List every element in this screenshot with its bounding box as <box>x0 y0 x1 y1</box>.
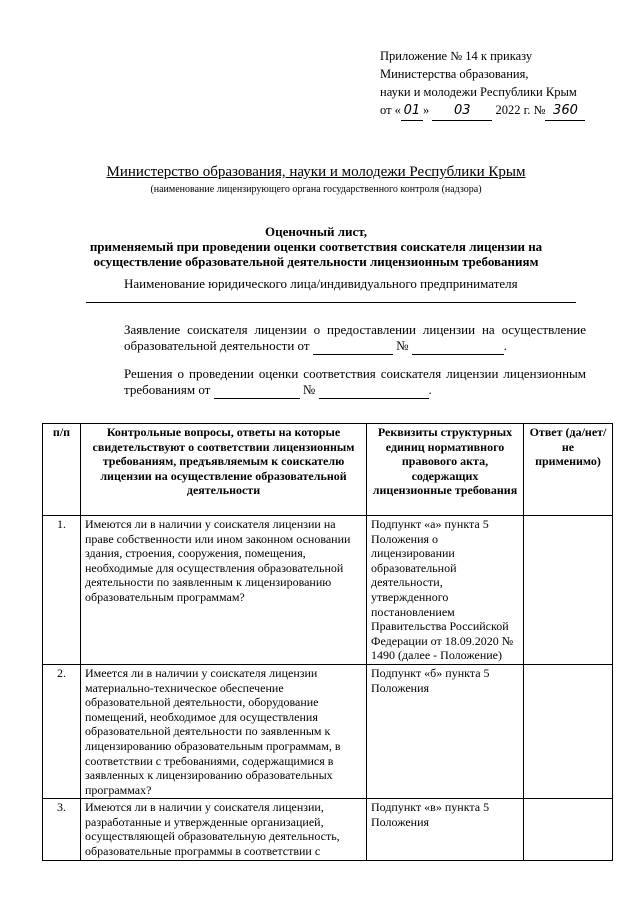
row-question: Имеются ли в наличии у соискателя лицензии, разработанные и утвержденные организацией, осуществляющей образовательную деятельность, образовательные программы в соответствии с <box>81 799 367 860</box>
row-number: 2. <box>43 664 81 798</box>
document-title: Оценочный лист, применяемый при проведении оценки соответствия соискателя лицензии на осуществление образовательной деятельности лицензионным требованиям <box>89 224 543 269</box>
entity-label: Наименование юридического лица/индивидуального предпринимателя <box>124 276 518 291</box>
table-header-row <box>43 424 613 516</box>
row-number: 1. <box>43 516 81 665</box>
row-number: 3. <box>43 799 81 860</box>
appendix-line-1: Приложение № 14 к приказу <box>380 49 533 63</box>
row-question: Имеется ли в наличии у соискателя лицензии материально-техническое обеспечение образовательной деятельности, оборудование помещений, необходимое для осуществления образовательной деятельности по заявленным к лицензированию образовательным программам, в соответствии с требованиями, содержащимися в заявленных к лицензированию образовательных программах? <box>81 664 367 798</box>
header-number: п/п <box>43 424 81 516</box>
authority-note: (наименование лицензирующего органа государственного контроля (надзора) <box>150 184 482 195</box>
handwritten-day: 01 <box>401 102 423 121</box>
decision-paragraph: Решения о проведении оценки соответствия соискателя лицензии лицензионным требованиям от № . <box>124 366 586 397</box>
header-references: Реквизиты структурных единиц нормативного правового акта, содержащих лицензионные требования <box>367 424 524 516</box>
appendix-line-2: Министерства образования, <box>380 67 529 81</box>
table-row <box>43 516 613 665</box>
application-number-blank[interactable] <box>412 338 504 355</box>
handwritten-month: 03 <box>432 102 492 121</box>
header-questions: Контрольные вопросы, ответы на которые свидетельствуют о соответствии лицензионным требованиям, предъявляемым к соискателю лицензии на осуществление образовательной деятельности <box>81 424 367 516</box>
table-row <box>43 664 613 798</box>
row-answer-cell[interactable] <box>524 664 613 798</box>
row-question: Имеются ли в наличии у соискателя лицензии на праве собственности или ином законном основании здания, строения, сооружения, помещения, необходимые для осуществления образовательной деятельности по заявленным к лицензированию образовательным программам? <box>81 516 367 665</box>
row-reference: Подпункт «в» пункта 5 Положения <box>367 799 524 860</box>
table-row <box>43 799 613 860</box>
row-answer-cell[interactable] <box>524 799 613 860</box>
appendix-line-3: науки и молодежи Республики Крым <box>380 85 577 99</box>
appendix-date-line: от « 01 » 03 2022 г. № 360 <box>380 101 585 121</box>
row-reference: Подпункт «а» пункта 5 Положения о лицензировании образовательной деятельности, утвержденного постановлением Правительства Российской Федерации от 18.09.2020 № 1490 (далее - Положение) <box>367 516 524 665</box>
handwritten-order-number: 360 <box>545 102 585 121</box>
row-reference: Подпункт «б» пункта 5 Положения <box>367 664 524 798</box>
application-paragraph: Заявление соискателя лицензии о предоставлении лицензии на осуществление образовательной деятельности от № . <box>124 322 586 353</box>
assessment-table <box>42 423 613 861</box>
decision-date-blank[interactable] <box>214 382 300 399</box>
appendix-block <box>380 47 585 121</box>
entity-fill-line[interactable] <box>86 302 576 303</box>
row-answer-cell[interactable] <box>524 516 613 665</box>
authority-name: Министерство образования, науки и молодежи Республики Крым <box>106 164 526 180</box>
header-answer: Ответ (да/нет/ не применимо) <box>524 424 613 516</box>
decision-number-blank[interactable] <box>319 382 429 399</box>
application-date-blank[interactable] <box>313 338 393 355</box>
